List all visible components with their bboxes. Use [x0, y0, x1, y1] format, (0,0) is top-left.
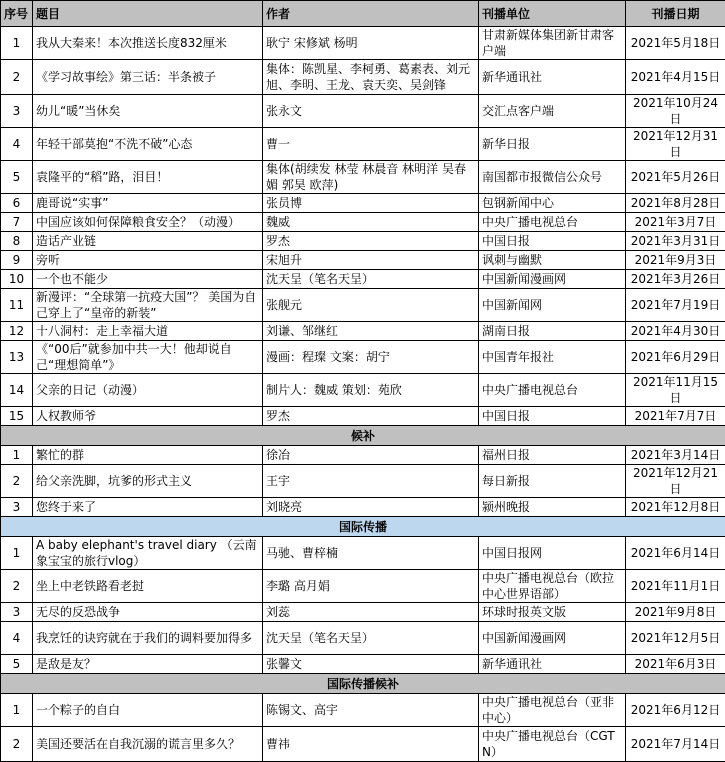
cell-no: 12: [1, 322, 33, 341]
cell-author: 集体：陈凯星、李柯勇、葛素表、刘元旭、李明、王龙、袁天奕、吴剑锋: [263, 60, 479, 95]
cell-no: 1: [1, 537, 33, 570]
cell-unit: 中央广播电视总台（亚非中心）: [479, 694, 626, 727]
section-title: 候补: [1, 426, 725, 446]
header-author: 作者: [263, 1, 479, 27]
cell-unit: 中国日报: [479, 232, 626, 251]
cell-author: 罗杰: [263, 407, 479, 426]
cell-date: 2021年12月5日: [626, 622, 725, 655]
table-row: [1, 213, 725, 232]
cell-title: 新漫评：“全球第一抗疫大国”？ 美国为自己穿上了“皇帝的新装”: [33, 289, 263, 322]
cell-unit: 中国日报: [479, 407, 626, 426]
table-row: [1, 694, 725, 727]
cell-unit: 中央广播电视总台: [479, 374, 626, 407]
cell-unit: 中国新闻网: [479, 289, 626, 322]
table-row: [1, 537, 725, 570]
cell-author: 马驰、曹梓楠: [263, 537, 479, 570]
cell-title: 旁听: [33, 251, 263, 270]
cell-author: 沈天呈（笔名天呈）: [263, 270, 479, 289]
cell-date: 2021年6月12日: [626, 694, 725, 727]
table-row: [1, 603, 725, 622]
section-title: 国际传播候补: [1, 674, 725, 694]
cell-title: 《“00后”就参加中共一大！他却说自己“理想简单”》: [33, 341, 263, 374]
cell-unit: 中国新闻漫画网: [479, 622, 626, 655]
header-title: 题目: [33, 1, 263, 27]
cell-author: 李璐 高月娟: [263, 570, 479, 603]
cell-no: 5: [1, 655, 33, 674]
cell-no: 5: [1, 161, 33, 194]
cell-author: 张舰元: [263, 289, 479, 322]
cell-title: 幼儿“暖”当休矣: [33, 95, 263, 128]
cell-title: A baby elephant's travel diary （云南象宝宝的旅行vlog）: [33, 537, 263, 570]
cell-no: 7: [1, 213, 33, 232]
cell-title: 袁隆平的“稻”路，泪目！: [33, 161, 263, 194]
cell-author: 张永文: [263, 95, 479, 128]
header-no: 序号: [1, 1, 33, 27]
cell-author: 耿宁 宋修斌 杨明: [263, 27, 479, 60]
cell-date: 2021年11月1日: [626, 570, 725, 603]
cell-no: 3: [1, 95, 33, 128]
cell-title: 坐上中老铁路看老挝: [33, 570, 263, 603]
cell-author: 刘蕊: [263, 603, 479, 622]
cell-unit: 甘肃新媒体集团新甘肃客户端: [479, 27, 626, 60]
table-row: [1, 570, 725, 603]
cell-unit: 新华日报: [479, 128, 626, 161]
cell-no: 8: [1, 232, 33, 251]
cell-no: 4: [1, 622, 33, 655]
cell-date: 2021年12月31日: [626, 128, 725, 161]
cell-unit: 每日新报: [479, 465, 626, 498]
table-row: [1, 655, 725, 674]
cell-author: 陈锡文、高宇: [263, 694, 479, 727]
table-row: [1, 27, 725, 60]
table-row: [1, 374, 725, 407]
cell-date: 2021年3月31日: [626, 232, 725, 251]
cell-no: 4: [1, 128, 33, 161]
cell-title: 《学习故事绘》第三话：半条被子: [33, 60, 263, 95]
cell-unit: 中央广播电视总台: [479, 213, 626, 232]
cell-title: 年轻干部莫抱“不洗不破”心态: [33, 128, 263, 161]
cell-date: 2021年9月8日: [626, 603, 725, 622]
cell-title: 十八洞村：走上幸福大道: [33, 322, 263, 341]
cell-date: 2021年4月30日: [626, 322, 725, 341]
cell-date: 2021年5月18日: [626, 27, 725, 60]
table-row: [1, 407, 725, 426]
cell-title: 人权教师爷: [33, 407, 263, 426]
cell-author: 魏威: [263, 213, 479, 232]
table-row: [1, 251, 725, 270]
cell-author: 徐冶: [263, 446, 479, 465]
cell-unit: 南国都市报微信公众号: [479, 161, 626, 194]
section-header-row: [1, 517, 725, 537]
cell-title: 中国应该如何保障粮食安全？（动漫）: [33, 213, 263, 232]
cell-date: 2021年4月15日: [626, 60, 725, 95]
section-title: 国际传播: [1, 517, 725, 537]
cell-author: 曹祎: [263, 727, 479, 762]
cell-date: 2021年3月7日: [626, 213, 725, 232]
cell-no: 2: [1, 60, 33, 95]
cell-date: 2021年12月8日: [626, 498, 725, 517]
cell-author: 刘谦、邹继红: [263, 322, 479, 341]
cell-title: 父亲的日记（动漫）: [33, 374, 263, 407]
cell-date: 2021年6月29日: [626, 341, 725, 374]
cell-no: 3: [1, 603, 33, 622]
cell-unit: 交汇点客户端: [479, 95, 626, 128]
cell-unit: 新华通讯社: [479, 655, 626, 674]
table-row: [1, 161, 725, 194]
cell-title: 美国还要活在自我沉溺的谎言里多久？: [33, 727, 263, 762]
table-row: [1, 727, 725, 762]
table-row: [1, 128, 725, 161]
cell-title: 一个也不能少: [33, 270, 263, 289]
cell-title: 无尽的反恐战争: [33, 603, 263, 622]
cell-unit: 中国新闻漫画网: [479, 270, 626, 289]
cell-author: 集体(胡续发 林莹 林晨音 林明洋 吴春媚 郭昊 欧萍): [263, 161, 479, 194]
cell-unit: 环球时报英文版: [479, 603, 626, 622]
cell-no: 15: [1, 407, 33, 426]
header-row: [1, 1, 725, 27]
table-row: [1, 95, 725, 128]
cell-title: 我从大秦来！本次推送长度832厘米: [33, 27, 263, 60]
cell-no: 3: [1, 498, 33, 517]
cell-author: 张馨文: [263, 655, 479, 674]
cell-date: 2021年6月3日: [626, 655, 725, 674]
cell-date: 2021年9月3日: [626, 251, 725, 270]
table-row: [1, 322, 725, 341]
cell-author: 沈天呈（笔名天呈）: [263, 622, 479, 655]
section-header-row: [1, 426, 725, 446]
table-row: [1, 60, 725, 95]
cell-no: 2: [1, 465, 33, 498]
table-row: [1, 622, 725, 655]
cell-title: 我烹饪的诀窍就在于我们的调料要加得多: [33, 622, 263, 655]
cell-no: 2: [1, 727, 33, 762]
cell-date: 2021年8月28日: [626, 194, 725, 213]
table-row: [1, 289, 725, 322]
cell-title: 造话产业链: [33, 232, 263, 251]
cell-no: 13: [1, 341, 33, 374]
cell-date: 2021年7月19日: [626, 289, 725, 322]
cell-no: 14: [1, 374, 33, 407]
cell-author: 制片人：魏威 策划：苑欣: [263, 374, 479, 407]
cell-date: 2021年3月26日: [626, 270, 725, 289]
cell-author: 王宇: [263, 465, 479, 498]
table-row: [1, 270, 725, 289]
cell-unit: 中国日报网: [479, 537, 626, 570]
cell-no: 2: [1, 570, 33, 603]
table-row: [1, 446, 725, 465]
cell-title: 鹿哥说“实事”: [33, 194, 263, 213]
cell-unit: 中央广播电视总台（CGTN）: [479, 727, 626, 762]
cell-unit: 中央广播电视总台（欧拉中心世界语部）: [479, 570, 626, 603]
table-row: [1, 194, 725, 213]
cell-unit: 中国青年报社: [479, 341, 626, 374]
cell-author: 张员博: [263, 194, 479, 213]
cell-date: 2021年12月21日: [626, 465, 725, 498]
cell-no: 10: [1, 270, 33, 289]
cell-date: 2021年6月14日: [626, 537, 725, 570]
cell-no: 1: [1, 446, 33, 465]
cell-no: 1: [1, 27, 33, 60]
cell-unit: 福州日报: [479, 446, 626, 465]
cell-title: 给父亲洗脚，坑爹的形式主义: [33, 465, 263, 498]
cell-date: 2021年5月26日: [626, 161, 725, 194]
cell-unit: 颍州晚报: [479, 498, 626, 517]
header-date: 刊播日期: [626, 1, 725, 27]
cell-date: 2021年10月24日: [626, 95, 725, 128]
table-body: [1, 27, 725, 762]
cell-date: 2021年7月7日: [626, 407, 725, 426]
cell-author: 刘晓亮: [263, 498, 479, 517]
cell-title: 一个粽子的自白: [33, 694, 263, 727]
cell-date: 2021年7月14日: [626, 727, 725, 762]
cell-unit: 讽刺与幽默: [479, 251, 626, 270]
cell-no: 9: [1, 251, 33, 270]
cell-date: 2021年3月14日: [626, 446, 725, 465]
cell-no: 1: [1, 694, 33, 727]
cell-no: 6: [1, 194, 33, 213]
table-row: [1, 498, 725, 517]
section-header-row: [1, 674, 725, 694]
cell-title: 您终于来了: [33, 498, 263, 517]
table-row: [1, 341, 725, 374]
cell-author: 宋旭升: [263, 251, 479, 270]
table-row: [1, 232, 725, 251]
cell-unit: 湖南日报: [479, 322, 626, 341]
cell-unit: 新华通讯社: [479, 60, 626, 95]
cell-unit: 包钢新闻中心: [479, 194, 626, 213]
cell-author: 曹一: [263, 128, 479, 161]
cell-title: 是敌是友？: [33, 655, 263, 674]
cell-no: 11: [1, 289, 33, 322]
table-row: [1, 465, 725, 498]
cell-author: 漫画：程璨 文案：胡宁: [263, 341, 479, 374]
header-unit: 刊播单位: [479, 1, 626, 27]
cell-author: 罗杰: [263, 232, 479, 251]
cell-date: 2021年11月15日: [626, 374, 725, 407]
cell-title: 繁忙的群: [33, 446, 263, 465]
